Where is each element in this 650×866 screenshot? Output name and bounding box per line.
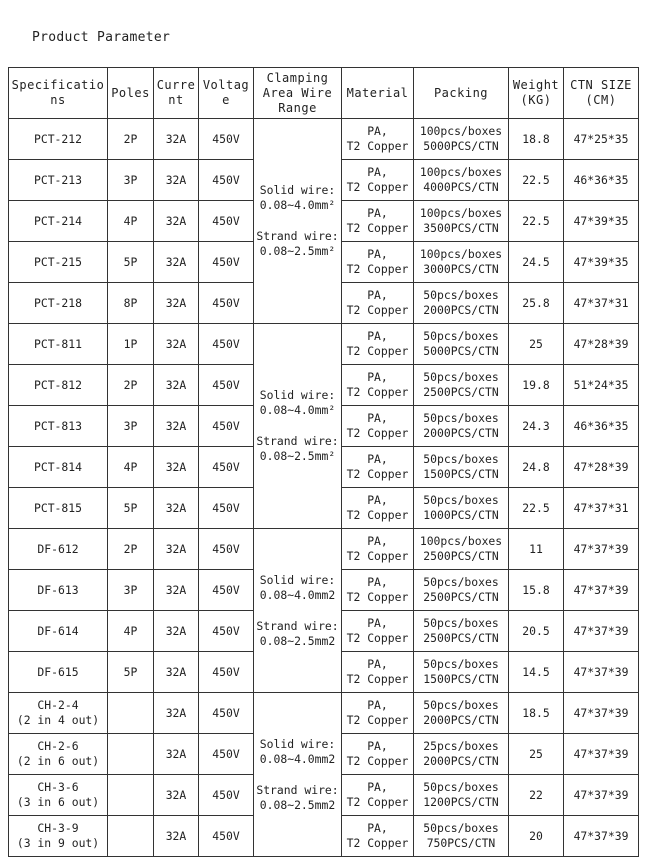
- material-line-2: T2 Copper: [346, 262, 409, 276]
- ctn-size-cell: 47*37*39: [564, 693, 639, 734]
- packing-cell: [414, 775, 509, 816]
- voltage-cell: 450V: [199, 775, 254, 816]
- solid-wire-label: Solid wire:: [259, 736, 336, 751]
- material-line-2: T2 Copper: [346, 221, 409, 235]
- material-cell: [342, 160, 414, 201]
- spec-name: CH-3-9: [37, 821, 79, 835]
- ctn-size-cell: 47*37*39: [564, 570, 639, 611]
- spec-name: CH-3-6: [37, 780, 79, 794]
- spec-note: (3 in 9 out): [16, 836, 100, 850]
- poles-cell: 5P: [108, 488, 154, 529]
- spec-cell: [9, 734, 108, 775]
- poles-cell: [108, 693, 154, 734]
- clamping-range-cell: [254, 529, 342, 693]
- current-cell: 32A: [154, 119, 199, 160]
- packing-cell: [414, 816, 509, 857]
- strand-wire-label: Strand wire:: [256, 782, 339, 797]
- current-cell: 32A: [154, 242, 199, 283]
- poles-cell: 3P: [108, 570, 154, 611]
- strand-wire-label: Strand wire:: [256, 229, 339, 243]
- voltage-cell: 450V: [199, 652, 254, 693]
- material-line-2: T2 Copper: [346, 467, 409, 481]
- strand-wire-range: 0.08~2.5mm²: [259, 244, 336, 258]
- weight-cell: 20: [509, 816, 564, 857]
- material-line-1: PA,: [367, 329, 388, 343]
- packing-line-1: 50pcs/boxes: [423, 657, 499, 671]
- ctn-size-cell: 46*36*35: [564, 160, 639, 201]
- material-line-1: PA,: [367, 124, 388, 138]
- material-line-1: PA,: [367, 165, 388, 179]
- packing-cell: [414, 693, 509, 734]
- ctn-size-cell: 46*36*35: [564, 406, 639, 447]
- spec-name: PCT-811: [33, 336, 82, 351]
- material-cell: [342, 734, 414, 775]
- packing-line-2: 2500PCS/CTN: [423, 385, 499, 399]
- spec-cell: [9, 406, 108, 447]
- packing-line-2: 1000PCS/CTN: [423, 508, 499, 522]
- material-line-1: PA,: [367, 452, 388, 466]
- voltage-cell: 450V: [199, 201, 254, 242]
- current-cell: 32A: [154, 734, 199, 775]
- material-line-2: T2 Copper: [346, 590, 409, 604]
- material-line-1: PA,: [367, 739, 388, 753]
- ctn-size-cell: 47*37*39: [564, 529, 639, 570]
- voltage-cell: 450V: [199, 406, 254, 447]
- weight-cell: 18.5: [509, 693, 564, 734]
- material-line-2: T2 Copper: [346, 180, 409, 194]
- packing-cell: [414, 734, 509, 775]
- clamping-range-cell: [254, 693, 342, 857]
- poles-cell: [108, 816, 154, 857]
- material-cell: [342, 283, 414, 324]
- poles-cell: 3P: [108, 160, 154, 201]
- voltage-cell: 450V: [199, 488, 254, 529]
- voltage-cell: 450V: [199, 611, 254, 652]
- packing-line-1: 50pcs/boxes: [423, 288, 499, 302]
- voltage-cell: 450V: [199, 324, 254, 365]
- weight-cell: 22.5: [509, 488, 564, 529]
- material-line-1: PA,: [367, 493, 388, 507]
- packing-line-1: 50pcs/boxes: [423, 821, 499, 835]
- ctn-size-cell: 47*37*31: [564, 283, 639, 324]
- packing-line-1: 100pcs/boxes: [419, 534, 503, 548]
- header-poles: Poles: [108, 68, 154, 119]
- weight-cell: 15.8: [509, 570, 564, 611]
- poles-cell: 3P: [108, 406, 154, 447]
- current-cell: 32A: [154, 365, 199, 406]
- spec-cell: [9, 242, 108, 283]
- solid-wire-range: 0.08~4.0mm2: [259, 587, 336, 602]
- material-line-2: T2 Copper: [346, 139, 409, 153]
- ctn-size-cell: 47*25*35: [564, 119, 639, 160]
- spec-cell: [9, 488, 108, 529]
- packing-line-2: 750PCS/CTN: [426, 836, 496, 850]
- header-weight: Weight (KG): [509, 68, 564, 119]
- material-cell: [342, 693, 414, 734]
- packing-cell: [414, 406, 509, 447]
- spec-cell: [9, 775, 108, 816]
- material-line-2: T2 Copper: [346, 631, 409, 645]
- current-cell: 32A: [154, 283, 199, 324]
- spec-name: CH-2-6: [37, 739, 79, 753]
- packing-line-2: 1200PCS/CTN: [423, 795, 499, 809]
- spec-name: PCT-218: [33, 295, 82, 310]
- poles-cell: 2P: [108, 119, 154, 160]
- spec-name: DF-613: [37, 582, 79, 597]
- header-clamping-area: Clamping Area Wire Range: [254, 68, 342, 119]
- voltage-cell: 450V: [199, 816, 254, 857]
- ctn-size-cell: 47*28*39: [564, 447, 639, 488]
- packing-line-1: 100pcs/boxes: [419, 124, 503, 138]
- strand-wire-range: 0.08~2.5mm2: [259, 797, 336, 812]
- spec-name: CH-2-4: [37, 698, 79, 712]
- weight-cell: 22.5: [509, 160, 564, 201]
- spec-cell: [9, 119, 108, 160]
- poles-cell: 4P: [108, 611, 154, 652]
- packing-cell: [414, 488, 509, 529]
- material-cell: [342, 365, 414, 406]
- material-line-2: T2 Copper: [346, 549, 409, 563]
- product-parameter-table: [8, 67, 639, 857]
- spec-cell: [9, 611, 108, 652]
- poles-cell: [108, 775, 154, 816]
- material-line-1: PA,: [367, 616, 388, 630]
- material-line-1: PA,: [367, 288, 388, 302]
- current-cell: 32A: [154, 570, 199, 611]
- spec-cell: [9, 447, 108, 488]
- packing-line-2: 2000PCS/CTN: [423, 713, 499, 727]
- weight-cell: 11: [509, 529, 564, 570]
- voltage-cell: 450V: [199, 570, 254, 611]
- packing-line-2: 4000PCS/CTN: [423, 180, 499, 194]
- material-cell: [342, 570, 414, 611]
- voltage-cell: 450V: [199, 734, 254, 775]
- packing-cell: [414, 119, 509, 160]
- solid-wire-label: Solid wire:: [259, 183, 336, 197]
- table-body: [9, 119, 639, 857]
- material-cell: [342, 816, 414, 857]
- spec-cell: [9, 529, 108, 570]
- material-line-1: PA,: [367, 657, 388, 671]
- packing-line-1: 50pcs/boxes: [423, 370, 499, 384]
- packing-cell: [414, 365, 509, 406]
- material-line-1: PA,: [367, 206, 388, 220]
- current-cell: 32A: [154, 611, 199, 652]
- packing-line-1: 50pcs/boxes: [423, 493, 499, 507]
- poles-cell: 4P: [108, 447, 154, 488]
- packing-line-2: 2000PCS/CTN: [423, 754, 499, 768]
- packing-cell: [414, 447, 509, 488]
- packing-line-2: 3500PCS/CTN: [423, 221, 499, 235]
- ctn-size-cell: 47*37*39: [564, 775, 639, 816]
- ctn-size-cell: 47*39*35: [564, 201, 639, 242]
- material-cell: [342, 242, 414, 283]
- solid-wire-range: 0.08~4.0mm²: [259, 403, 336, 417]
- current-cell: 32A: [154, 447, 199, 488]
- ctn-size-cell: 47*37*39: [564, 816, 639, 857]
- material-line-2: T2 Copper: [346, 426, 409, 440]
- spec-cell: [9, 570, 108, 611]
- current-cell: 32A: [154, 201, 199, 242]
- spec-cell: [9, 201, 108, 242]
- current-cell: 32A: [154, 160, 199, 201]
- packing-line-2: 2500PCS/CTN: [423, 631, 499, 645]
- material-line-1: PA,: [367, 411, 388, 425]
- weight-cell: 25: [509, 734, 564, 775]
- table-row: [9, 693, 639, 734]
- spec-cell: [9, 652, 108, 693]
- packing-line-1: 25pcs/boxes: [423, 739, 499, 753]
- packing-line-1: 100pcs/boxes: [419, 247, 503, 261]
- packing-line-1: 100pcs/boxes: [419, 165, 503, 179]
- ctn-size-cell: 47*37*39: [564, 611, 639, 652]
- spec-cell: [9, 160, 108, 201]
- material-cell: [342, 406, 414, 447]
- material-cell: [342, 119, 414, 160]
- material-cell: [342, 529, 414, 570]
- spec-name: DF-614: [37, 623, 79, 638]
- strand-wire-range: 0.08~2.5mm²: [259, 449, 336, 463]
- voltage-cell: 450V: [199, 529, 254, 570]
- spec-name: PCT-813: [33, 418, 82, 433]
- material-line-2: T2 Copper: [346, 836, 409, 850]
- ctn-size-cell: 47*37*39: [564, 734, 639, 775]
- packing-cell: [414, 611, 509, 652]
- solid-wire-range: 0.08~4.0mm²: [259, 198, 336, 212]
- header-material: Material: [342, 68, 414, 119]
- packing-line-1: 50pcs/boxes: [423, 575, 499, 589]
- poles-cell: 8P: [108, 283, 154, 324]
- clamping-range-cell: [254, 119, 342, 324]
- header-current: Current: [154, 68, 199, 119]
- packing-line-2: 1500PCS/CTN: [423, 467, 499, 481]
- current-cell: 32A: [154, 693, 199, 734]
- solid-wire-label: Solid wire:: [259, 572, 336, 587]
- poles-cell: [108, 734, 154, 775]
- packing-line-2: 5000PCS/CTN: [423, 344, 499, 358]
- table-header-row: [9, 68, 639, 119]
- weight-cell: 24.5: [509, 242, 564, 283]
- packing-cell: [414, 652, 509, 693]
- page-title: Product Parameter: [32, 30, 171, 45]
- packing-line-1: 50pcs/boxes: [423, 329, 499, 343]
- material-line-2: T2 Copper: [346, 344, 409, 358]
- voltage-cell: 450V: [199, 242, 254, 283]
- spec-name: PCT-815: [33, 500, 82, 515]
- spec-name: PCT-214: [33, 213, 82, 228]
- material-line-1: PA,: [367, 247, 388, 261]
- material-cell: [342, 652, 414, 693]
- strand-wire-label: Strand wire:: [256, 618, 339, 633]
- strand-wire-range: 0.08~2.5mm2: [259, 633, 336, 648]
- spec-cell: [9, 816, 108, 857]
- packing-cell: [414, 570, 509, 611]
- material-cell: [342, 488, 414, 529]
- spec-note: (3 in 6 out): [16, 795, 100, 809]
- material-line-2: T2 Copper: [346, 713, 409, 727]
- spec-name: PCT-212: [33, 131, 82, 146]
- spec-cell: [9, 324, 108, 365]
- material-line-2: T2 Copper: [346, 303, 409, 317]
- current-cell: 32A: [154, 406, 199, 447]
- spec-name: DF-612: [37, 541, 79, 556]
- material-cell: [342, 201, 414, 242]
- material-cell: [342, 775, 414, 816]
- packing-line-2: 2500PCS/CTN: [423, 590, 499, 604]
- packing-cell: [414, 324, 509, 365]
- packing-line-1: 50pcs/boxes: [423, 452, 499, 466]
- weight-cell: 22.5: [509, 201, 564, 242]
- material-line-1: PA,: [367, 370, 388, 384]
- packing-line-2: 2500PCS/CTN: [423, 549, 499, 563]
- header-voltage: Voltage: [199, 68, 254, 119]
- spec-name: PCT-213: [33, 172, 82, 187]
- packing-line-1: 50pcs/boxes: [423, 780, 499, 794]
- poles-cell: 4P: [108, 201, 154, 242]
- current-cell: 32A: [154, 529, 199, 570]
- packing-cell: [414, 529, 509, 570]
- current-cell: 32A: [154, 488, 199, 529]
- weight-cell: 25: [509, 324, 564, 365]
- packing-cell: [414, 160, 509, 201]
- material-line-1: PA,: [367, 575, 388, 589]
- weight-cell: 18.8: [509, 119, 564, 160]
- weight-cell: 20.5: [509, 611, 564, 652]
- spec-cell: [9, 693, 108, 734]
- ctn-size-cell: 47*28*39: [564, 324, 639, 365]
- material-line-2: T2 Copper: [346, 795, 409, 809]
- current-cell: 32A: [154, 652, 199, 693]
- packing-line-1: 100pcs/boxes: [419, 206, 503, 220]
- packing-line-1: 50pcs/boxes: [423, 698, 499, 712]
- current-cell: 32A: [154, 816, 199, 857]
- voltage-cell: 450V: [199, 365, 254, 406]
- weight-cell: 25.8: [509, 283, 564, 324]
- spec-note: (2 in 6 out): [16, 754, 100, 768]
- table-row: [9, 529, 639, 570]
- current-cell: 32A: [154, 775, 199, 816]
- poles-cell: 1P: [108, 324, 154, 365]
- weight-cell: 24.8: [509, 447, 564, 488]
- solid-wire-label: Solid wire:: [259, 388, 336, 402]
- packing-cell: [414, 283, 509, 324]
- voltage-cell: 450V: [199, 447, 254, 488]
- material-cell: [342, 324, 414, 365]
- weight-cell: 14.5: [509, 652, 564, 693]
- poles-cell: 5P: [108, 242, 154, 283]
- clamping-range-cell: [254, 324, 342, 529]
- voltage-cell: 450V: [199, 119, 254, 160]
- header-specifications: Specifications: [9, 68, 108, 119]
- spec-note: (2 in 4 out): [16, 713, 100, 727]
- packing-line-2: 1500PCS/CTN: [423, 672, 499, 686]
- spec-cell: [9, 283, 108, 324]
- spec-name: PCT-814: [33, 459, 82, 474]
- material-line-2: T2 Copper: [346, 754, 409, 768]
- spec-name: PCT-215: [33, 254, 82, 269]
- header-packing: Packing: [414, 68, 509, 119]
- material-line-2: T2 Copper: [346, 385, 409, 399]
- poles-cell: 2P: [108, 529, 154, 570]
- poles-cell: 5P: [108, 652, 154, 693]
- packing-line-1: 50pcs/boxes: [423, 616, 499, 630]
- spec-name: PCT-812: [33, 377, 82, 392]
- packing-line-1: 50pcs/boxes: [423, 411, 499, 425]
- material-line-1: PA,: [367, 780, 388, 794]
- material-line-2: T2 Copper: [346, 672, 409, 686]
- header-ctn-size: CTN SIZE (CM): [564, 68, 639, 119]
- material-cell: [342, 611, 414, 652]
- packing-cell: [414, 242, 509, 283]
- packing-line-2: 5000PCS/CTN: [423, 139, 499, 153]
- material-line-1: PA,: [367, 534, 388, 548]
- spec-cell: [9, 365, 108, 406]
- ctn-size-cell: 47*37*39: [564, 652, 639, 693]
- solid-wire-range: 0.08~4.0mm2: [259, 751, 336, 766]
- table-row: [9, 119, 639, 160]
- ctn-size-cell: 47*37*31: [564, 488, 639, 529]
- packing-line-2: 3000PCS/CTN: [423, 262, 499, 276]
- ctn-size-cell: 51*24*35: [564, 365, 639, 406]
- table-row: [9, 324, 639, 365]
- material-line-2: T2 Copper: [346, 508, 409, 522]
- voltage-cell: 450V: [199, 693, 254, 734]
- material-line-1: PA,: [367, 821, 388, 835]
- packing-cell: [414, 201, 509, 242]
- strand-wire-label: Strand wire:: [256, 434, 339, 448]
- current-cell: 32A: [154, 324, 199, 365]
- weight-cell: 24.3: [509, 406, 564, 447]
- voltage-cell: 450V: [199, 283, 254, 324]
- ctn-size-cell: 47*39*35: [564, 242, 639, 283]
- weight-cell: 19.8: [509, 365, 564, 406]
- weight-cell: 22: [509, 775, 564, 816]
- material-line-1: PA,: [367, 698, 388, 712]
- packing-line-2: 2000PCS/CTN: [423, 426, 499, 440]
- voltage-cell: 450V: [199, 160, 254, 201]
- packing-line-2: 2000PCS/CTN: [423, 303, 499, 317]
- material-cell: [342, 447, 414, 488]
- spec-name: DF-615: [37, 664, 79, 679]
- poles-cell: 2P: [108, 365, 154, 406]
